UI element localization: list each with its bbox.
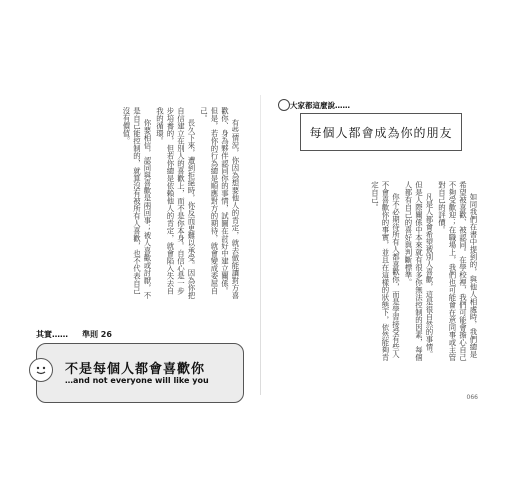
paragraph: 凡是人都會希望被別人喜歡，這是很自然的事情。但是人際關係中本來就有很多你無法控制的因素，每個人都有自己的喜好與判斷標準。: [404, 181, 434, 361]
quote-heading: 大家都這麼說……: [290, 101, 350, 110]
paragraph: 如同我們在書中提到的，與他人相處時，我們總是希望被喜歡、被認同。在學校裡，我們可能會擔心自己不夠受歡迎；在職場上，我們也可能會在意同事或主管對自己的評價。: [437, 181, 478, 361]
rule-number: 準則 26: [82, 330, 112, 339]
page-number: 066: [466, 394, 478, 401]
quote-box: [300, 113, 462, 151]
rule-title-english: …and not everyone will like you: [65, 376, 209, 385]
smiley-face-svg: [30, 359, 52, 381]
paragraph: 有些情況，你因為想要他人的肯定，就去做能讓對方喜歡你、身為夥伴認同你的事情，試圖在討好中建立關係。但是，若你的行為總是順應對方的期待，就會變成委屈自己。: [199, 107, 240, 299]
left-page: [28, 95, 260, 395]
quote-text: 每個人都會成為你的朋友: [309, 126, 453, 140]
worried-face-icon: [278, 99, 290, 111]
right-page: [262, 95, 494, 401]
smiley-face-icon: [29, 358, 53, 382]
paragraph: 你要相信，認同與喜歡是兩回事；被人喜歡或討厭，不是自己能控制的，就算沒有被所有人喜歡，也不代表自己沒有價值。: [122, 107, 152, 299]
rule-label: [36, 329, 68, 340]
rule-title-box: [36, 343, 244, 403]
rule-label-text: 其實……: [36, 330, 68, 339]
paragraph: 長久下來，遭到拒絕時，你反而更難以承受。因為你把自信建立在別人的喜歡上，而不是你本身。自信心是一步步培養的，但若你總是依賴他人的肯定，就會陷入失去自我的循環。: [155, 107, 196, 299]
right-page-body-text: [290, 181, 478, 361]
paragraph: 你不必期待所有人都喜歡你，而是學習接受有些人不會喜歡你的事實，並且在這樣的狀態下，依然能夠肯定自己。: [370, 181, 401, 361]
rule-title-chinese: 不是每個人都會喜歡你: [65, 362, 206, 377]
left-page-body-text: [122, 107, 240, 299]
